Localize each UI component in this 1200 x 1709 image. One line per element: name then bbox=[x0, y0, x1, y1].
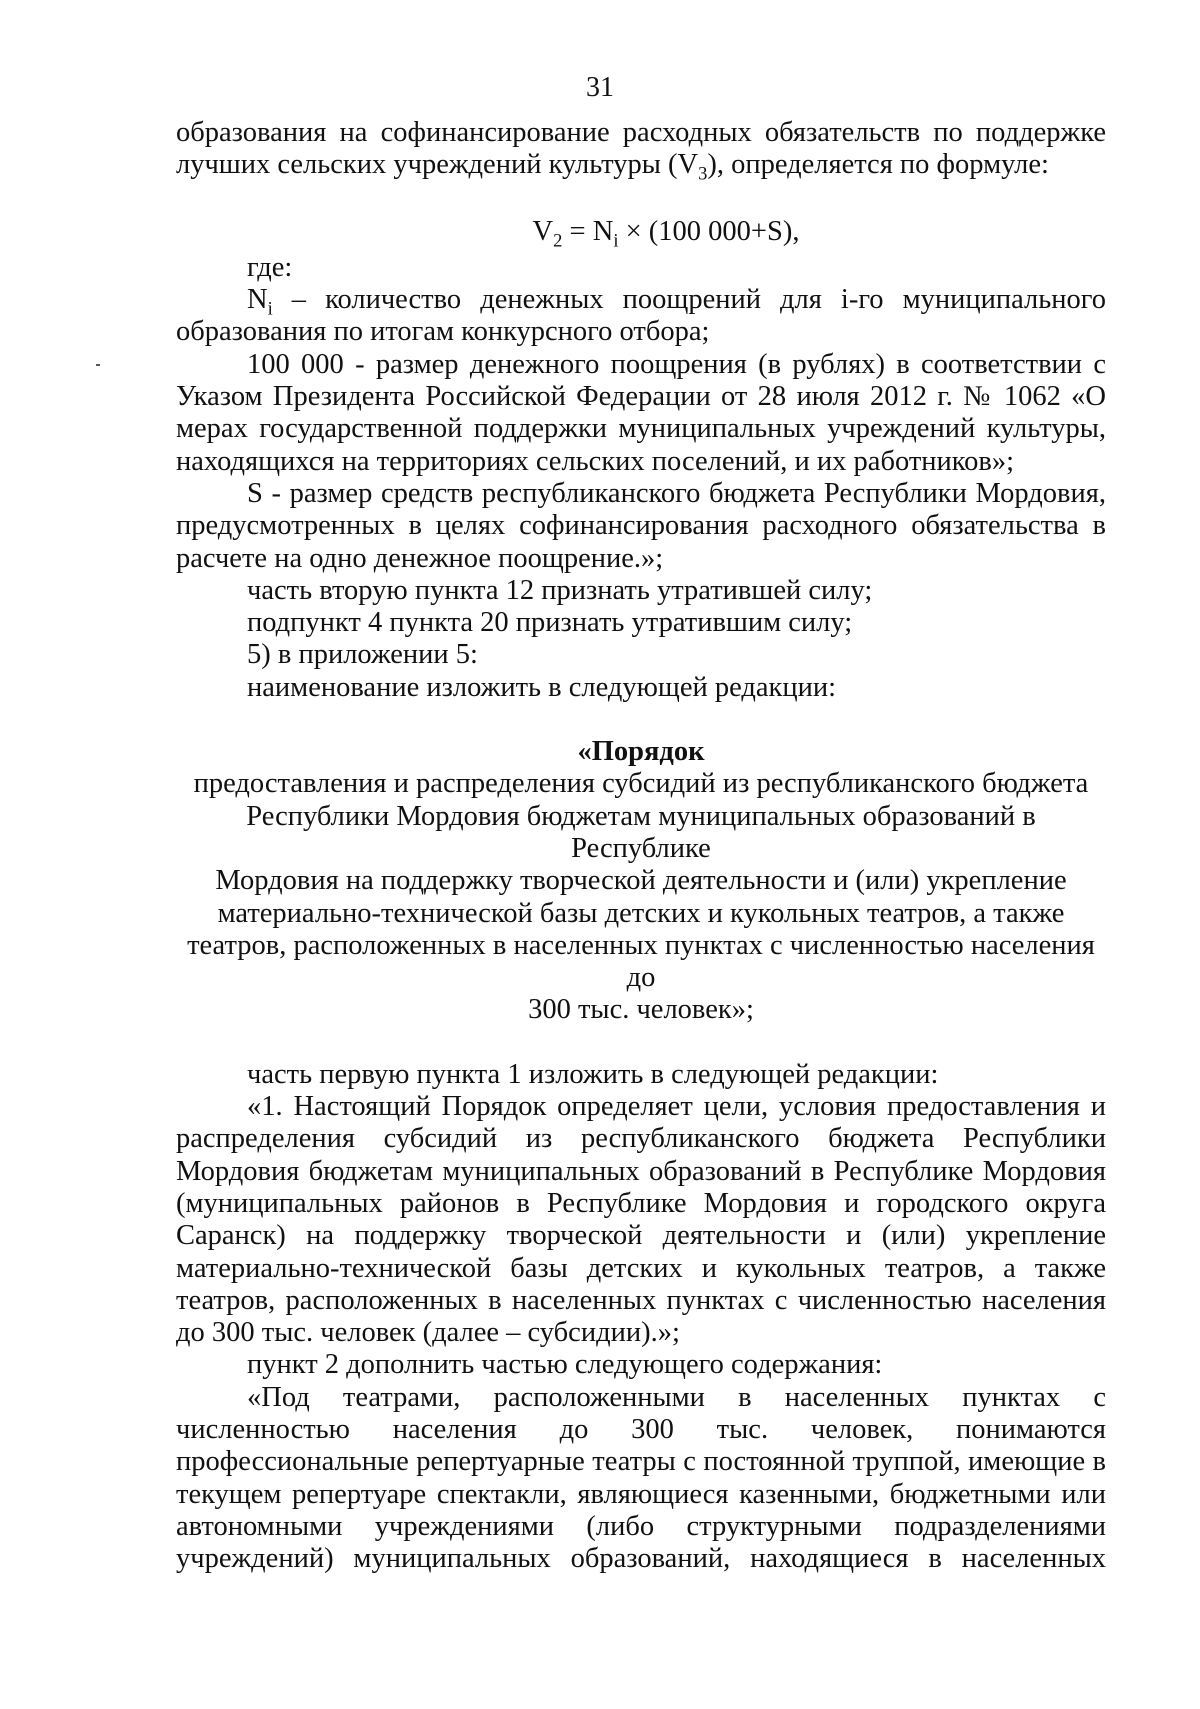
paragraph-s: S - размер средств республиканского бюджета Республики Мордовия, предусмотренных в целях софинансирования расходного обязательства в расчете на одно денежное поощрение.»; bbox=[176, 477, 1106, 574]
formula-n: = N bbox=[562, 215, 614, 247]
formula bbox=[176, 215, 1106, 252]
order-subtitle-line-1: предоставления и распределения субсидий из республиканского бюджета bbox=[193, 768, 1089, 800]
paragraph-point2: пункт 2 дополнить частью следующего содержания: bbox=[247, 1349, 883, 1381]
paragraph-part2-item12: часть вторую пункта 12 признать утратившей силу; bbox=[247, 574, 873, 606]
formula-v: V bbox=[532, 215, 554, 247]
paragraph-theatres: «Под театрами, расположенными в населенных пунктах с численностью населения до 300 тыс. человек, понимаются профессиональные репертуарные театры с постоянной труппой, имеющие в текущем репертуаре спектакли, являющиеся казенными, бюджетными или автономными учреждениями (либо структурными подразделениями учреждений) муниципальных образований, находящиеся в населенных bbox=[176, 1381, 1106, 1575]
order-subtitle-line-6: 300 тыс. человек»; bbox=[528, 994, 754, 1026]
paragraph-ni bbox=[176, 284, 1106, 349]
formula-v-subscript: 2 bbox=[553, 230, 563, 252]
paragraph-point1: «1. Настоящий Порядок определяет цели, условия предоставления и распределения субсидий из республиканского бюджета Республики Мордовия бюджетам муниципальных образований в Республике Мордовия (муниципальных районов в Республике Мордовия и городского округа Саранск) на поддержку творческой деятельности и (или) укрепление материально-технической базы детских и кукольных театров, а также театров, расположенных в населенных пунктах с численностью населения до 300 тыс. человек (далее – субсидии).»; bbox=[176, 1091, 1106, 1349]
intro-text: образования на софинансирование расходных обязательств по поддержке лучших сельских учреждений культуры (V bbox=[176, 117, 1106, 181]
paragraph-part1-item1: часть первую пункта 1 изложить в следующей редакции: bbox=[247, 1058, 939, 1090]
paragraph-100000: 100 000 - размер денежного поощрения (в рублях) в соответствии с Указом Президента Российской Федерации от 28 июля 2012 г. № 1062 «О мерах государственной поддержки муниципальных учреждений культуры, находящихся на территориях сельских поселений, и их работников»; bbox=[176, 348, 1106, 477]
where-label: где: bbox=[247, 251, 293, 283]
order-subtitle-line-5: театров, расположенных в населенных пунктах с численностью населения до bbox=[187, 929, 1095, 994]
page-number: 31 bbox=[586, 72, 614, 103]
ni-symbol: N bbox=[247, 284, 268, 316]
paragraph-intro bbox=[176, 117, 1106, 185]
formula-n-subscript: i bbox=[613, 230, 619, 252]
spacer bbox=[176, 704, 1106, 736]
order-subtitle-line-3: Мордовия на поддержку творческой деятельности и (или) укрепление bbox=[215, 865, 1067, 897]
ni-text: – количество денежных поощрений для i-го муниципального образования по итогам конкурсного отбора; bbox=[176, 284, 1106, 348]
paragraph-appendix5: 5) в приложении 5: bbox=[247, 639, 478, 671]
document-body bbox=[176, 117, 1106, 1575]
spacer bbox=[176, 1027, 1106, 1059]
order-title: «Порядок bbox=[577, 736, 705, 768]
order-subtitle-line-4: материально-технической базы детских и кукольных театров, а также bbox=[217, 897, 1065, 929]
intro-text-end: ), определяется по формуле: bbox=[707, 149, 1049, 181]
scan-artifact bbox=[96, 364, 100, 366]
intro-subscript: 3 bbox=[698, 163, 708, 185]
paragraph-subitem4: подпункт 4 пункта 20 признать утратившим силу; bbox=[247, 607, 853, 639]
ni-subscript: i bbox=[267, 298, 273, 320]
formula-rest: × (100 000+S), bbox=[618, 215, 800, 247]
paragraph-naming: наименование изложить в следующей редакции: bbox=[247, 671, 837, 703]
order-subtitle-line-2: Республики Мордовия бюджетам муниципальных образований в Республике bbox=[246, 800, 1036, 864]
